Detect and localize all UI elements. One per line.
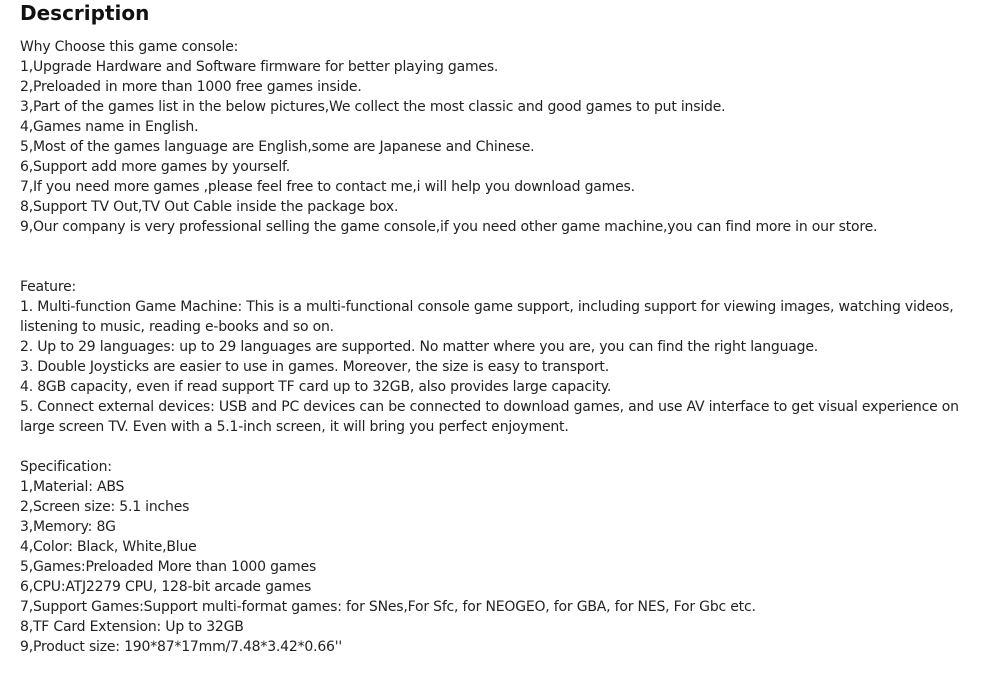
why-choose-heading: Why Choose this game console: <box>20 39 239 55</box>
why-choose-item: 4,Games name in English. <box>20 119 199 135</box>
feature-item: 5. Connect external devices: USB and PC devices can be connected to download games, and use AV interface to get visual experience on large screen TV. Even with a 5.1-inch screen, it will bring you perfect enjoyment. <box>20 399 959 435</box>
feature-item: 2. Up to 29 languages: up to 29 languages are supported. No matter where you are, you can find the right language. <box>20 339 819 355</box>
specification-item: 6,CPU:ATJ2279 CPU, 128-bit arcade games <box>20 579 312 595</box>
specification-item: 4,Color: Black, White,Blue <box>20 539 197 555</box>
feature-item: 3. Double Joysticks are easier to use in games. Moreover, the size is easy to transport. <box>20 359 609 375</box>
specification-heading: Specification: <box>20 459 112 475</box>
why-choose-item: 6,Support add more games by yourself. <box>20 159 290 175</box>
feature-item: 1. Multi-function Game Machine: This is a multi-functional console game support, including support for viewing images, watching videos, listening to music, reading e-books and so on. <box>20 299 954 335</box>
why-choose-item: 1,Upgrade Hardware and Software firmware for better playing games. <box>20 59 499 75</box>
why-choose-section <box>20 37 970 237</box>
feature-section <box>20 277 970 437</box>
specification-item: 2,Screen size: 5.1 inches <box>20 499 190 515</box>
page-title: Description <box>20 1 150 25</box>
feature-item: 4. 8GB capacity, even if read support TF card up to 32GB, also provides large capacity. <box>20 379 612 395</box>
why-choose-item: 7,If you need more games ,please feel free to contact me,i will help you download games. <box>20 179 635 195</box>
why-choose-item: 3,Part of the games list in the below pictures,We collect the most classic and good games to put inside. <box>20 99 726 115</box>
why-choose-item: 5,Most of the games language are English,some are Japanese and Chinese. <box>20 139 535 155</box>
specification-item: 9,Product size: 190*87*17mm/7.48*3.42*0.66'' <box>20 639 343 655</box>
specification-item: 8,TF Card Extension: Up to 32GB <box>20 619 244 635</box>
why-choose-item: 2,Preloaded in more than 1000 free games inside. <box>20 79 362 95</box>
description-page <box>20 0 970 657</box>
feature-heading: Feature: <box>20 279 77 295</box>
specification-section <box>20 457 970 657</box>
why-choose-item: 8,Support TV Out,TV Out Cable inside the package box. <box>20 199 399 215</box>
why-choose-item: 9,Our company is very professional selling the game console,if you need other game machine,you can find more in our store. <box>20 219 878 235</box>
specification-item: 3,Memory: 8G <box>20 519 116 535</box>
specification-item: 5,Games:Preloaded More than 1000 games <box>20 559 317 575</box>
specification-item: 7,Support Games:Support multi-format games: for SNes,For Sfc, for NEOGEO, for GBA, for NES, For Gbc etc. <box>20 599 756 615</box>
specification-item: 1,Material: ABS <box>20 479 125 495</box>
